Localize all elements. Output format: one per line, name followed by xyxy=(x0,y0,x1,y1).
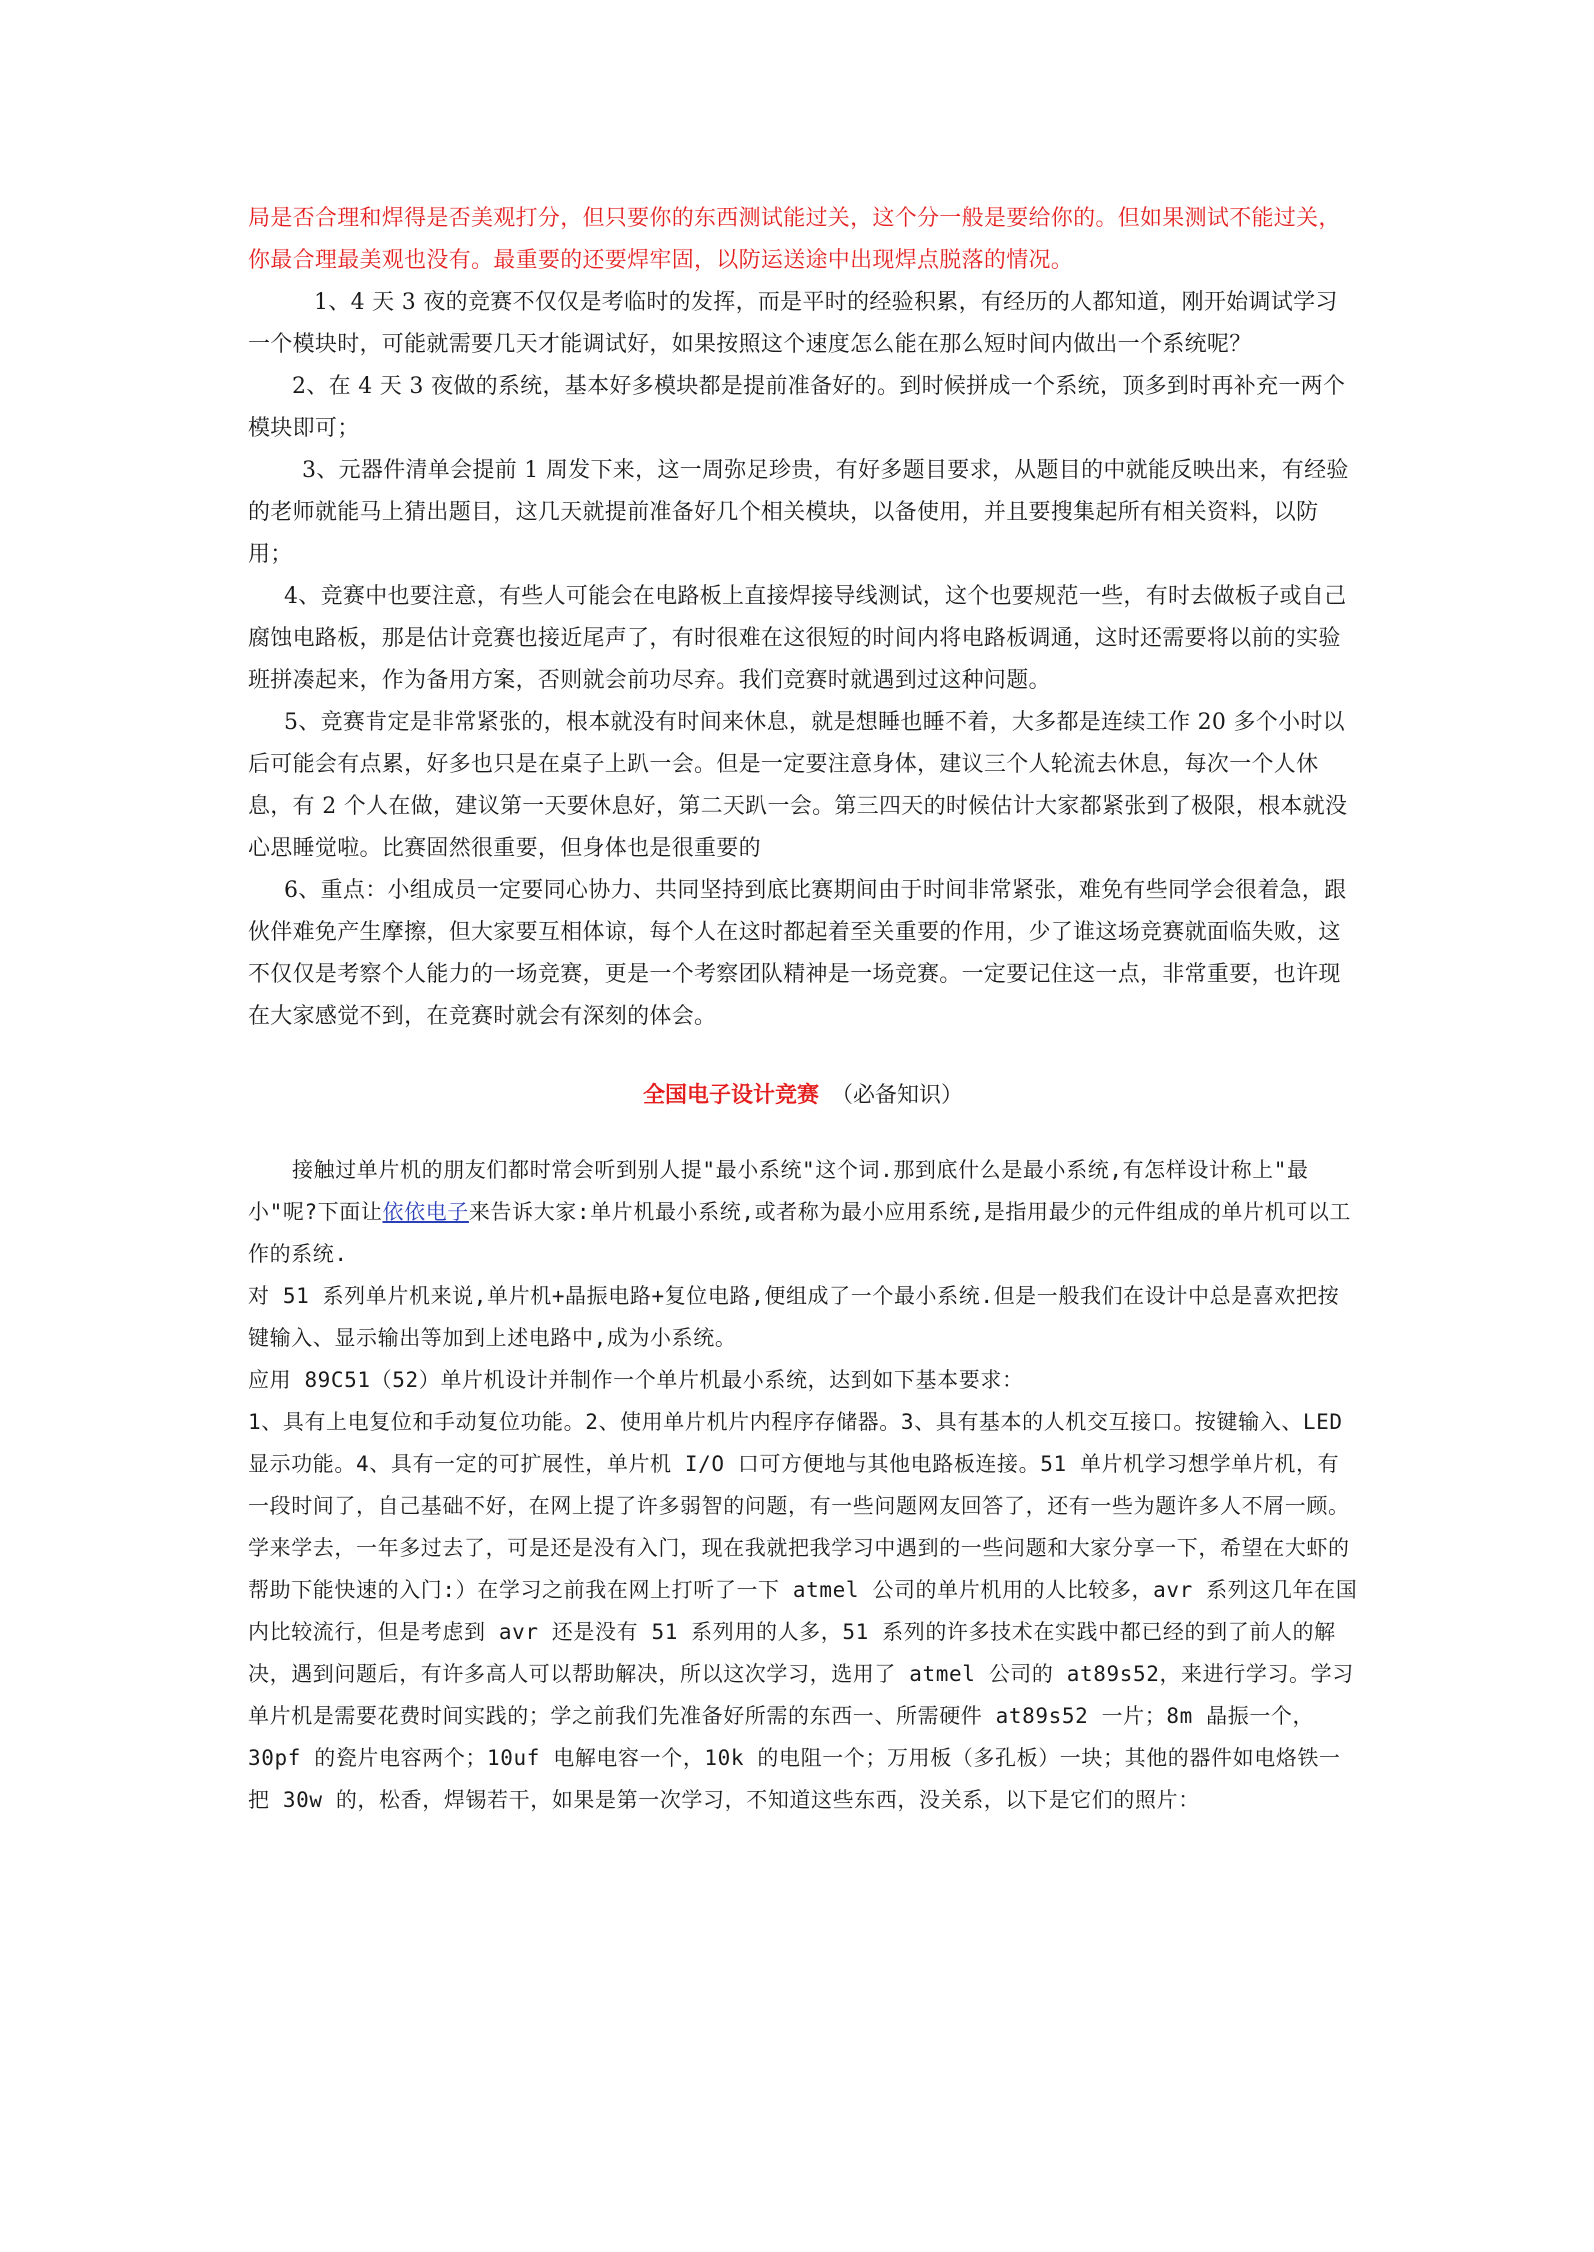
knowledge-paragraph-2: 对 51 系列单片机来说,单片机+晶振电路+复位电路,便组成了一个最小系统.但是一般我们在设计中总是喜欢把按键输入、显示输出等加到上述电路中,成为小系统。 xyxy=(248,1284,1340,1350)
knowledge-paragraph-1 xyxy=(248,1149,1358,1275)
knowledge-paragraph-3: 应用 89C51（52）单片机设计并制作一个单片机最小系统，达到如下基本要求： xyxy=(248,1368,1024,1392)
knowledge-paragraph-4: 1、具有上电复位和手动复位功能。2、使用单片机片内程序存储器。3、具有基本的人机交互接口。按键输入、LED 显示功能。4、具有一定的可扩展性，单片机 I/O 口可方便地与其他电路板连接。51 单片机学习想学单片机，有一段时间了，自己基础不好，在网上提了许多弱智的问题，有一些问题网友回答了，还有一些为题许多人不屑一顾。学来学去，一年多过去了，可是还是没有入门，现在我就把我学习中遇到的一些问题和大家分享一下，希望在大虾的帮助下能快速的入门:）在学习之前我在网上打听了一下 atmel 公司的单片机用的人比较多，avr 系列这几年在国内比较流行，但是考虑到 avr 还是没有 51 系列用的人多，51 系列的许多技术在实践中都已经的到了前人的解决，遇到问题后，有许多高人可以帮助解决，所以这次学习，选用了 atmel 公司的 at89s52，来进行学习。学习单片机是需要花费时间实践的；学之前我们先准备好所需的东西一、所需硬件 at89s52 一片；8m 晶振一个，30pf 的瓷片电容两个；10uf 电解电容一个，10k 的电阻一个；万用板（多孔板）一块；其他的器件如电烙铁一把 30w 的，松香，焊锡若干，如果是第一次学习，不知道这些东西，没关系，以下是它们的照片： xyxy=(248,1410,1358,1812)
paragraph-6: 6、重点：小组成员一定要同心协力、共同坚持到底比赛期间由于时间非常紧张，难免有些同学会很着急，跟伙伴难免产生摩擦，但大家要互相体谅，每个人在这时都起着至关重要的作用，少了谁这场竞赛就面临失败，这不仅仅是考察个人能力的一场竞赛，更是一个考察团队精神是一场竞赛。一定要记住这一点，非常重要，也许现在大家感觉不到，在竞赛时就会有深刻的体会。 xyxy=(248,878,1347,1029)
paragraph-5: 5、竞赛肯定是非常紧张的，根本就没有时间来休息，就是想睡也睡不着，大多都是连续工作 20 多个小时以后可能会有点累，好多也只是在桌子上趴一会。但是一定要注意身体，建议三个人轮流去休息，每次一个人休息，有 2 个人在做，建议第一天要休息好，第二天趴一会。第三四天的时候估计大家都紧张到了极限，根本就没心思睡觉啦。比赛固然很重要，但身体也是很重要的 xyxy=(248,710,1348,861)
heading-main: 全国电子设计竞赛 xyxy=(642,1082,819,1108)
yiyi-electronics-link[interactable]: 依依电子 xyxy=(382,1200,469,1224)
knowledge-text-after-link: 来告诉大家:单片机最小系统,或者称为最小应用系统,是指用最少的元件组成的单片机可以工作的系统. xyxy=(248,1200,1352,1266)
paragraph-4: 4、竞赛中也要注意，有些人可能会在电路板上直接焊接导线测试，这个也要规范一些，有时去做板子或自己腐蚀电路板，那是估计竞赛也接近尾声了，有时很难在这很短的时间内将电路板调通，这时还需要将以前的实验班拼凑起来，作为备用方案，否则就会前功尽弃。我们竞赛时就遇到过这种问题。 xyxy=(248,584,1347,693)
paragraph-3: 3、元器件清单会提前 1 周发下来，这一周弥足珍贵，有好多题目要求，从题目的中就能反映出来，有经验的老师就能马上猜出题目，这几天就提前准备好几个相关模块，以备使用，并且要搜集起所有相关资料，以防用； xyxy=(248,458,1349,567)
document-content xyxy=(248,198,1358,1821)
knowledge-section xyxy=(248,1149,1358,1821)
paragraph-2: 2、在 4 天 3 夜做的系统，基本好多模块都是提前准备好的。到时候拼成一个系统，顶多到时再补充一两个模块即可； xyxy=(248,374,1346,441)
heading-sub: （必备知识） xyxy=(831,1083,964,1108)
knowledge-text-before-link: 接触过单片机的朋友们都时常会听到别人提"最小系统"这个词.那到底什么是最小系统,有怎样设计称上"最小"呢?下面让 xyxy=(248,1158,1309,1224)
paragraph-1: 1、4 天 3 夜的竞赛不仅仅是考临时的发挥，而是平时的经验积累，有经历的人都知道，刚开始调试学习一个模块时，可能就需要几天才能调试好，如果按照这个速度怎么能在那么短时间内做出一个系统呢？ xyxy=(248,290,1338,357)
section-heading xyxy=(248,1074,1358,1117)
red-intro-paragraph: 局是否合理和焊得是否美观打分，但只要你的东西测试能过关，这个分一般是要给你的。但如果测试不能过关，你最合理最美观也没有。最重要的还要焊牢固，以防运送途中出现焊点脱落的情况。 xyxy=(248,206,1341,273)
